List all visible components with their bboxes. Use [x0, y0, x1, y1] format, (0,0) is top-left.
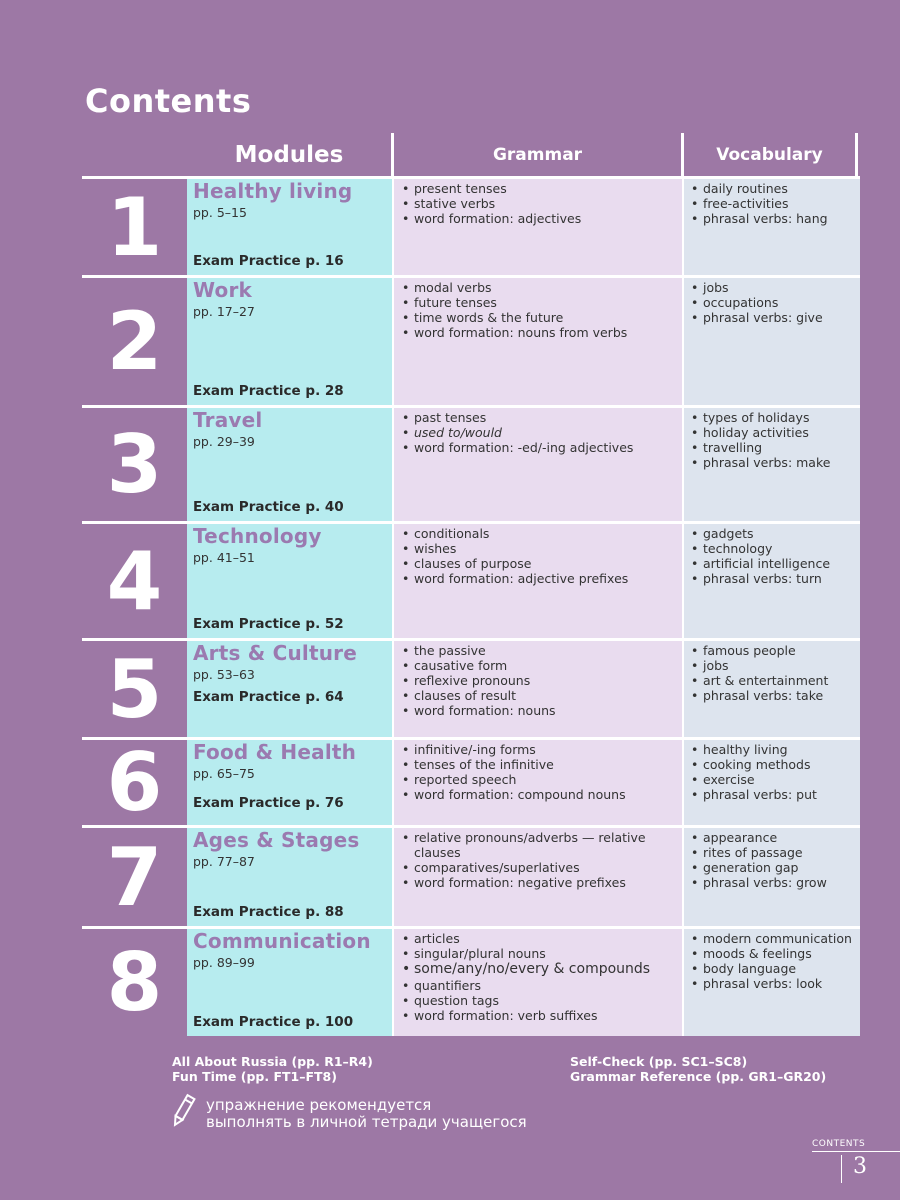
exam-practice: Exam Practice p. 64: [193, 689, 344, 705]
page-number: 3: [853, 1154, 867, 1179]
vocabulary-list: [689, 643, 856, 703]
vocabulary-item: • gadgets: [689, 526, 856, 541]
module-row: [82, 405, 860, 521]
vocabulary-item: • daily routines: [689, 181, 856, 196]
vocabulary-list: [689, 742, 856, 802]
exam-practice: Exam Practice p. 88: [193, 904, 344, 920]
vocabulary-item: • cooking methods: [689, 757, 856, 772]
page-title: Contents: [85, 82, 252, 120]
vocabulary-item: • holiday activities: [689, 425, 856, 440]
exam-practice: Exam Practice p. 28: [193, 383, 344, 399]
vocabulary-item: • technology: [689, 541, 856, 556]
grammar-item: • some/any/no/every & compounds: [400, 961, 678, 978]
module-cell: [187, 641, 394, 737]
grammar-item: • question tags: [400, 993, 678, 1008]
page-number-divider: [841, 1155, 842, 1183]
appendix-link: Fun Time (pp. FT1–FT8): [172, 1069, 337, 1084]
note-line: упражнение рекомендуется: [206, 1096, 432, 1114]
grammar-item: • comparatives/superlatives: [400, 860, 678, 875]
module-cell: [187, 524, 394, 638]
exam-practice: Exam Practice p. 40: [193, 499, 344, 515]
vocabulary-item: • moods & feelings: [689, 946, 856, 961]
grammar-item: • infinitive/-ing forms: [400, 742, 678, 757]
vocabulary-item: • healthy living: [689, 742, 856, 757]
vocabulary-item: • phrasal verbs: turn: [689, 571, 856, 586]
module-number: 8: [106, 936, 163, 1029]
grammar-item: • past tenses: [400, 410, 678, 425]
grammar-item: • word formation: verb suffixes: [400, 1008, 678, 1023]
grammar-item: • causative form: [400, 658, 678, 673]
module-number: 3: [106, 418, 163, 511]
grammar-list: [400, 830, 678, 890]
vocabulary-list: [689, 526, 856, 586]
vocabulary-item: • types of holidays: [689, 410, 856, 425]
grammar-item: • word formation: adjectives: [400, 211, 678, 226]
grammar-item: • reflexive pronouns: [400, 673, 678, 688]
module-number: 2: [106, 295, 163, 388]
grammar-item: • tenses of the infinitive: [400, 757, 678, 772]
module-pages: pp. 77–87: [193, 854, 255, 869]
module-row: [82, 736, 860, 829]
exam-practice: Exam Practice p. 16: [193, 253, 344, 269]
vocabulary-item: • appearance: [689, 830, 856, 845]
vocabulary-item: • exercise: [689, 772, 856, 787]
grammar-item: • word formation: nouns: [400, 703, 678, 718]
module-pages: pp. 65–75: [193, 766, 255, 781]
exam-practice: Exam Practice p. 100: [193, 1014, 354, 1030]
pencil-icon: [170, 1093, 196, 1129]
module-row: [82, 275, 860, 405]
vocabulary-cell: [684, 828, 860, 926]
vocabulary-cell: [684, 278, 860, 405]
grammar-list: [400, 931, 678, 1023]
vocabulary-list: [689, 280, 856, 325]
module-cell: [187, 929, 394, 1036]
grammar-item: • modal verbs: [400, 280, 678, 295]
vocabulary-item: • phrasal verbs: take: [689, 688, 856, 703]
grammar-item: • conditionals: [400, 526, 678, 541]
module-row: [82, 638, 860, 737]
module-pages: pp. 41–51: [193, 550, 255, 565]
grammar-item: • singular/plural nouns: [400, 946, 678, 961]
module-title: Travel: [193, 408, 263, 432]
appendix-link: All About Russia (pp. R1–R4): [172, 1054, 373, 1069]
module-pages: pp. 89–99: [193, 955, 255, 970]
grammar-item: • word formation: nouns from verbs: [400, 325, 678, 340]
module-title: Healthy living: [193, 179, 353, 203]
grammar-item: • quantifiers: [400, 978, 678, 993]
vocabulary-list: [689, 830, 856, 890]
grammar-cell: [394, 524, 684, 638]
module-pages: pp. 5–15: [193, 205, 247, 220]
header-grammar: Grammar: [394, 133, 684, 177]
module-number: 5: [106, 642, 163, 736]
vocabulary-item: • artificial intelligence: [689, 556, 856, 571]
grammar-cell: [394, 740, 684, 825]
module-number: 4: [106, 534, 163, 628]
vocabulary-cell: [684, 408, 860, 521]
grammar-item: • relative pronouns/adverbs — relative clauses: [400, 830, 678, 860]
module-title: Arts & Culture: [193, 641, 357, 665]
grammar-cell: [394, 408, 684, 521]
grammar-item: • clauses of purpose: [400, 556, 678, 571]
module-cell: [187, 408, 394, 521]
module-title: Technology: [193, 524, 322, 548]
module-title: Ages & Stages: [193, 828, 360, 852]
vocabulary-item: • rites of passage: [689, 845, 856, 860]
grammar-item: • wishes: [400, 541, 678, 556]
module-row: [82, 926, 860, 1036]
workbook-note: [206, 1097, 527, 1131]
grammar-item: • word formation: adjective prefixes: [400, 571, 678, 586]
vocabulary-cell: [684, 740, 860, 825]
module-pages: pp. 29–39: [193, 434, 255, 449]
vocabulary-item: • generation gap: [689, 860, 856, 875]
vocabulary-item: • phrasal verbs: grow: [689, 875, 856, 890]
vocabulary-list: [689, 931, 856, 991]
grammar-cell: [394, 828, 684, 926]
module-title: Work: [193, 278, 253, 302]
vocabulary-item: • modern communication: [689, 931, 856, 946]
vocabulary-item: • travelling: [689, 440, 856, 455]
vocabulary-list: [689, 410, 856, 470]
vocabulary-list: [689, 181, 856, 226]
vocabulary-item: • art & entertainment: [689, 673, 856, 688]
footer-left: [172, 1054, 373, 1084]
grammar-item: • articles: [400, 931, 678, 946]
header-vocabulary: Vocabulary: [684, 133, 858, 177]
module-pages: pp. 53–63: [193, 667, 255, 682]
grammar-item: • present tenses: [400, 181, 678, 196]
vocabulary-item: • phrasal verbs: hang: [689, 211, 856, 226]
grammar-item: • word formation: -ed/-ing adjectives: [400, 440, 678, 455]
module-row: [82, 825, 860, 926]
grammar-list: [400, 526, 678, 586]
grammar-item: • the passive: [400, 643, 678, 658]
grammar-list: [400, 410, 678, 455]
grammar-item: • reported speech: [400, 772, 678, 787]
grammar-item: • word formation: compound nouns: [400, 787, 678, 802]
module-cell: [187, 179, 394, 275]
note-line: выполнять в личной тетради учащегося: [206, 1113, 527, 1131]
vocabulary-item: • body language: [689, 961, 856, 976]
vocabulary-item: • occupations: [689, 295, 856, 310]
grammar-item: • word formation: negative prefixes: [400, 875, 678, 890]
vocabulary-cell: [684, 641, 860, 737]
grammar-list: [400, 181, 678, 226]
vocabulary-item: • jobs: [689, 658, 856, 673]
module-number: 6: [106, 736, 163, 829]
vocabulary-item: • phrasal verbs: make: [689, 455, 856, 470]
grammar-item: • time words & the future: [400, 310, 678, 325]
module-title: Communication: [193, 929, 371, 953]
module-row: [82, 521, 860, 638]
module-cell: [187, 828, 394, 926]
module-pages: pp. 17–27: [193, 304, 255, 319]
grammar-list: [400, 742, 678, 802]
module-row: [82, 176, 860, 275]
module-cell: [187, 740, 394, 825]
grammar-list: [400, 643, 678, 718]
vocabulary-item: • phrasal verbs: look: [689, 976, 856, 991]
grammar-item: • stative verbs: [400, 196, 678, 211]
section-rule: [812, 1151, 900, 1152]
grammar-item: • used to/would: [400, 425, 678, 440]
vocabulary-item: • jobs: [689, 280, 856, 295]
module-title: Food & Health: [193, 740, 357, 764]
grammar-cell: [394, 278, 684, 405]
section-label: CONTENTS: [812, 1139, 866, 1149]
vocabulary-cell: [684, 179, 860, 275]
vocabulary-item: • free-activities: [689, 196, 856, 211]
header-modules: Modules: [187, 133, 394, 177]
grammar-item: • future tenses: [400, 295, 678, 310]
grammar-cell: [394, 641, 684, 737]
exam-practice: Exam Practice p. 76: [193, 795, 344, 811]
footer-right: [570, 1054, 826, 1084]
grammar-cell: [394, 929, 684, 1036]
module-number: 1: [106, 180, 163, 274]
exam-practice: Exam Practice p. 52: [193, 616, 344, 632]
vocabulary-cell: [684, 524, 860, 638]
vocabulary-item: • phrasal verbs: give: [689, 310, 856, 325]
grammar-list: [400, 280, 678, 340]
vocabulary-item: • phrasal verbs: put: [689, 787, 856, 802]
appendix-link: Grammar Reference (pp. GR1–GR20): [570, 1069, 827, 1084]
grammar-cell: [394, 179, 684, 275]
grammar-item: • clauses of result: [400, 688, 678, 703]
vocabulary-cell: [684, 929, 860, 1036]
module-number: 7: [106, 830, 163, 924]
vocabulary-item: • famous people: [689, 643, 856, 658]
module-cell: [187, 278, 394, 405]
appendix-link: Self-Check (pp. SC1–SC8): [570, 1054, 748, 1069]
